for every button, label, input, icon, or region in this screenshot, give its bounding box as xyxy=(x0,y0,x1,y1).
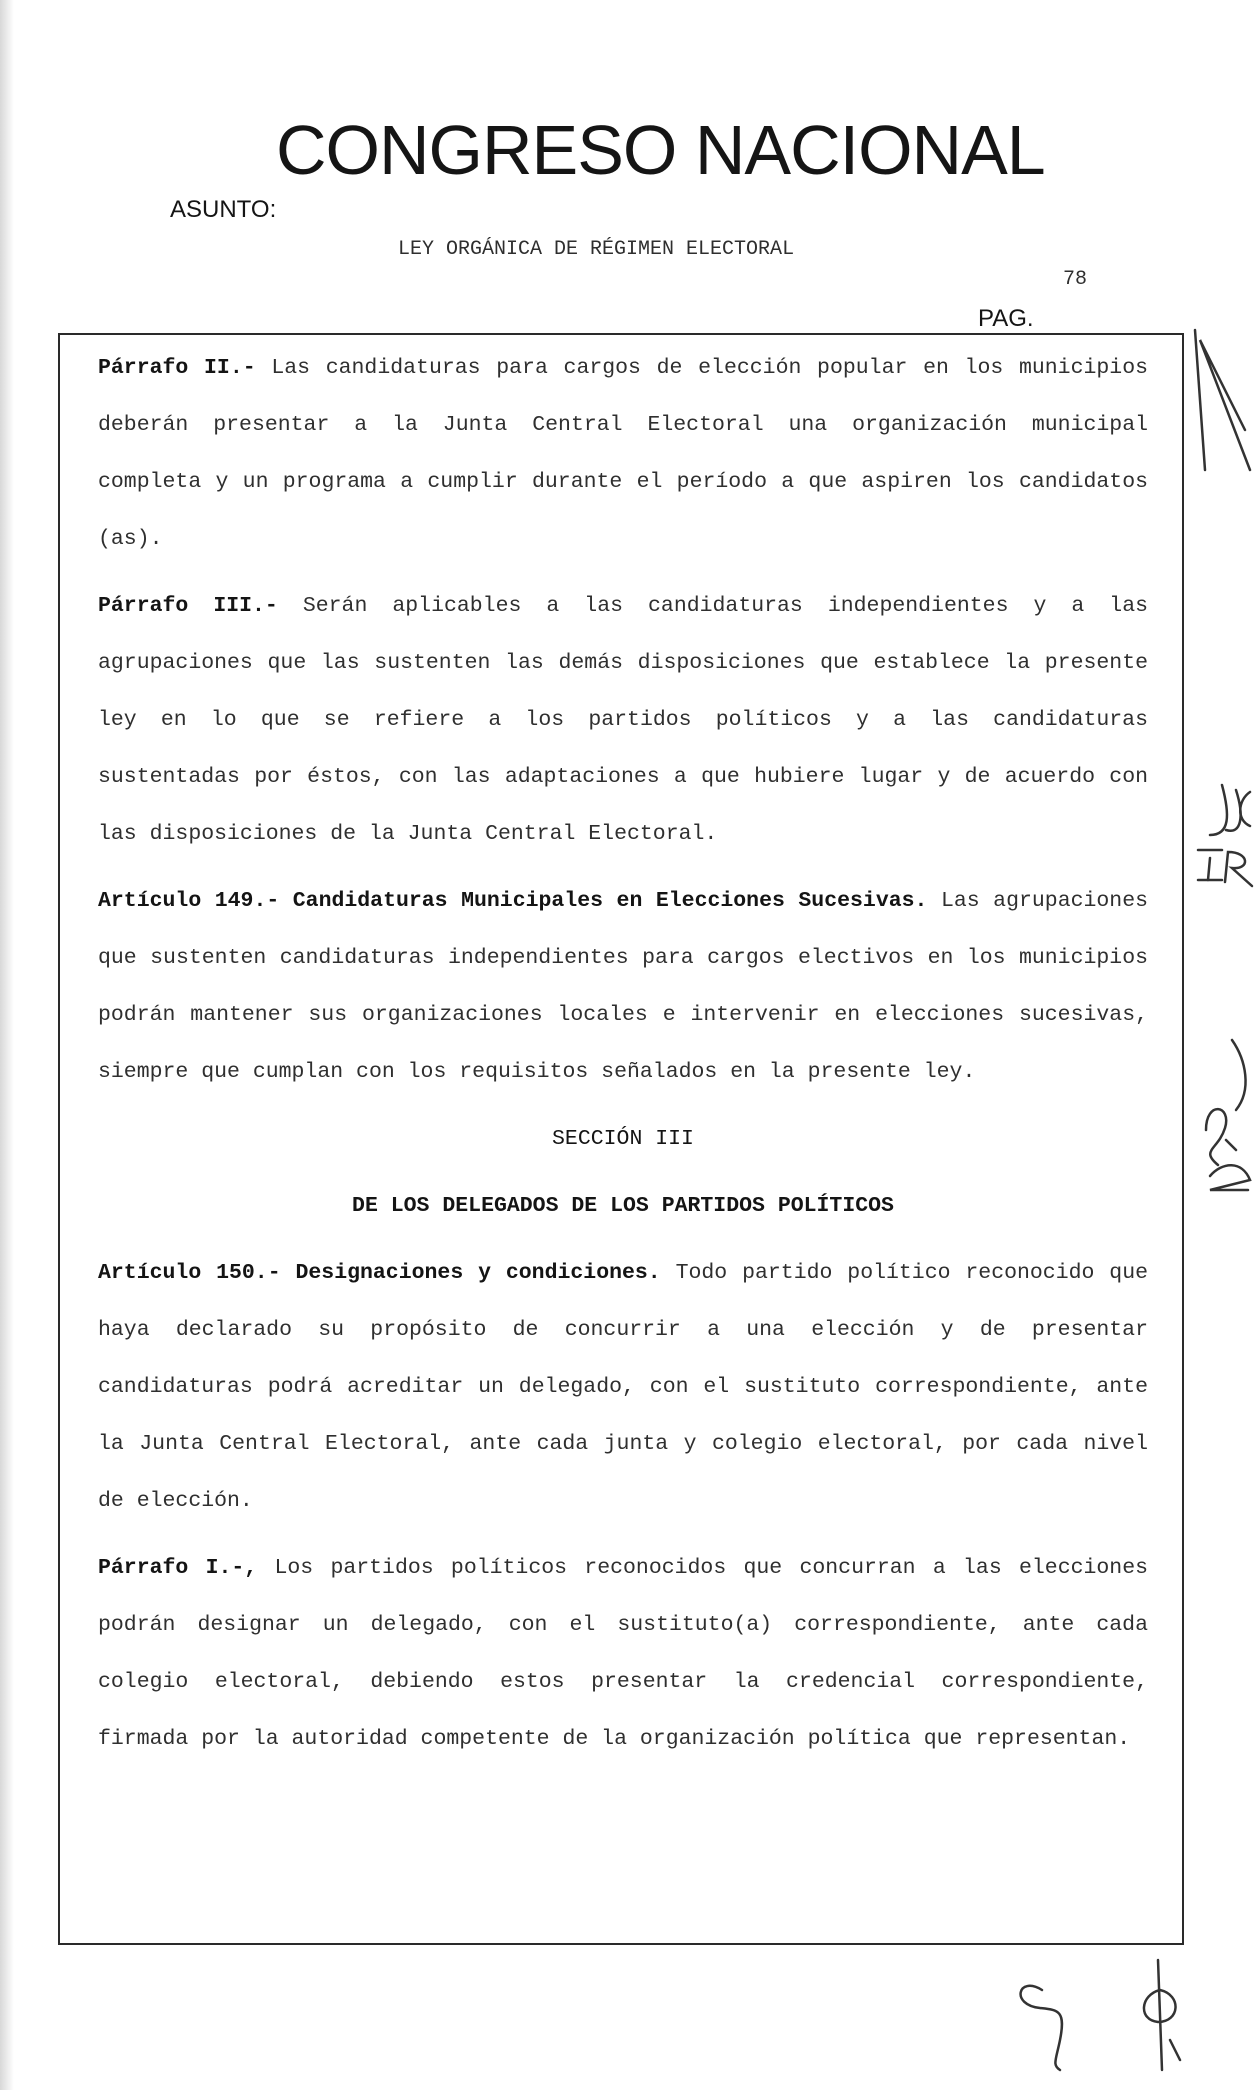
paragraph-label: Párrafo III.- xyxy=(98,594,278,618)
page-label: PAG. xyxy=(978,305,1034,332)
page-initials-annotation xyxy=(1021,1960,1180,2070)
article-label: Artículo 149.- Candidaturas Municipales en Elecciones Sucesivas. xyxy=(98,889,928,913)
check-mark-annotation xyxy=(1195,330,1250,470)
paragraph-text: Las candidaturas para cargos de elección popular en los municipios deberán presentar a la Junta Central Electoral una organización municipal completa y un programa a cumplir durante el período a que aspiren los candidatos (as). xyxy=(98,356,1148,551)
article-label: Artículo 150.- Designaciones y condiciones. xyxy=(98,1261,661,1285)
paragraph-text: Serán aplicables a las candidaturas independientes y a las agrupaciones que las sustenten las demás disposiciones que establece la presente ley en lo que se refiere a los partidos políticos y a las candidaturas sustentadas por éstos, con las adaptaciones a que hubiere lugar y de acuerdo con las disposiciones de la Junta Central Electoral. xyxy=(98,594,1148,846)
section-subtitle: DE LOS DELEGADOS DE LOS PARTIDOS POLÍTICOS xyxy=(352,1194,894,1218)
signature-vertical-annotation xyxy=(1206,1040,1250,1190)
document-header-title: CONGRESO NACIONAL xyxy=(276,111,1045,189)
section-title: SECCIÓN III xyxy=(552,1127,694,1151)
document-subject: LEY ORGÁNICA DE RÉGIMEN ELECTORAL xyxy=(398,238,795,261)
paragraph-label: Párrafo II.- xyxy=(98,356,256,380)
paragraph-label: Párrafo I.-, xyxy=(98,1556,258,1580)
asunto-label: ASUNTO: xyxy=(170,196,277,223)
article-text: Las agrupaciones que sustenten candidaturas independientes para cargos electivos en los municipios podrán mantener sus organizaciones locales e intervenir en elecciones sucesivas, siempre que cumplan con los requisitos señalados en la presente ley. xyxy=(98,889,1149,1084)
page-number: 78 xyxy=(1063,268,1088,291)
article-text: Todo partido político reconocido que haya declarado su propósito de concurrir a una elección y de presentar candidaturas podrá acreditar un delegado, con el sustituto correspondiente, ante la Junta Central Electoral, ante cada junta y colegio electoral, por cada nivel de elección. xyxy=(98,1261,1148,1513)
paragraph-text: Los partidos políticos reconocidos que concurran a las elecciones podrán designar un delegado, con el sustituto(a) correspondiente, ante cada colegio electoral, debiendo estos presentar la credencial correspondiente, firmada por la autoridad competente de la organización política que representan. xyxy=(98,1556,1149,1751)
signature-initials-annotation xyxy=(1198,785,1252,886)
